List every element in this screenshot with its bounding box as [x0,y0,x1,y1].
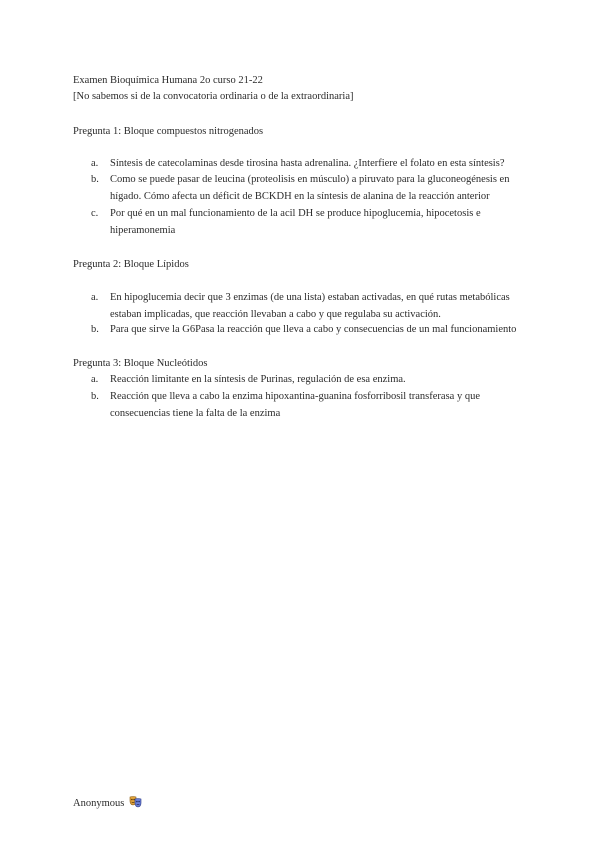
list-item: Reacción que lleva a cabo la enzima hipoxantina-guanina fosforribosil transferasa y que consecuencias tiene la falta de la enzima [110,391,480,419]
section-heading: Pregunta 1: Bloque compuestos nitrogenados [73,126,264,137]
list-marker: a. [91,374,99,385]
list-item: Síntesis de catecolaminas desde tirosina hasta adrenalina. ¿Interfiere el folato en esta síntesis? [110,158,505,169]
list-marker: a. [91,158,99,169]
list-item: Por qué en un mal funcionamiento de la acil DH se produce hipoglucemia, hipocetosis e hiperamonemia [110,208,481,236]
list-item: Como se puede pasar de leucina (proteolisis en músculo) a piruvato para la gluconeogénesis en hígado. Cómo afecta un déficit de BCKDH en la síntesis de alanina de la reacción anterior [110,174,510,202]
list-marker: c. [91,208,99,219]
author-name: Anonymous [73,798,125,809]
list-marker: a. [91,292,99,303]
list-marker: b. [91,391,99,402]
section-heading: Pregunta 3: Bloque Nucleótidos [73,358,208,369]
list-item: Reacción limitante en la síntesis de Purinas, regulación de esa enzima. [110,374,406,385]
theater-masks-icon [129,796,142,813]
list-marker: b. [91,324,99,335]
footer-author [73,796,142,813]
list-marker: b. [91,174,99,185]
document-note: [No sabemos si de la convocatoria ordinaria o de la extraordinaria] [73,91,354,102]
list-item: Para que sirve la G6Pasa la reacción que lleva a cabo y consecuencias de un mal funcionamiento [110,324,517,335]
list-item: En hipoglucemia decir que 3 enzimas (de una lista) estaban activadas, en qué rutas metabólicas estaban implicadas, que reacción llevaban a cabo y que regulaba su activación. [110,292,510,320]
document-title: Examen Bioquímica Humana 2o curso 21-22 [73,75,263,86]
section-heading: Pregunta 2: Bloque Lípidos [73,259,189,270]
